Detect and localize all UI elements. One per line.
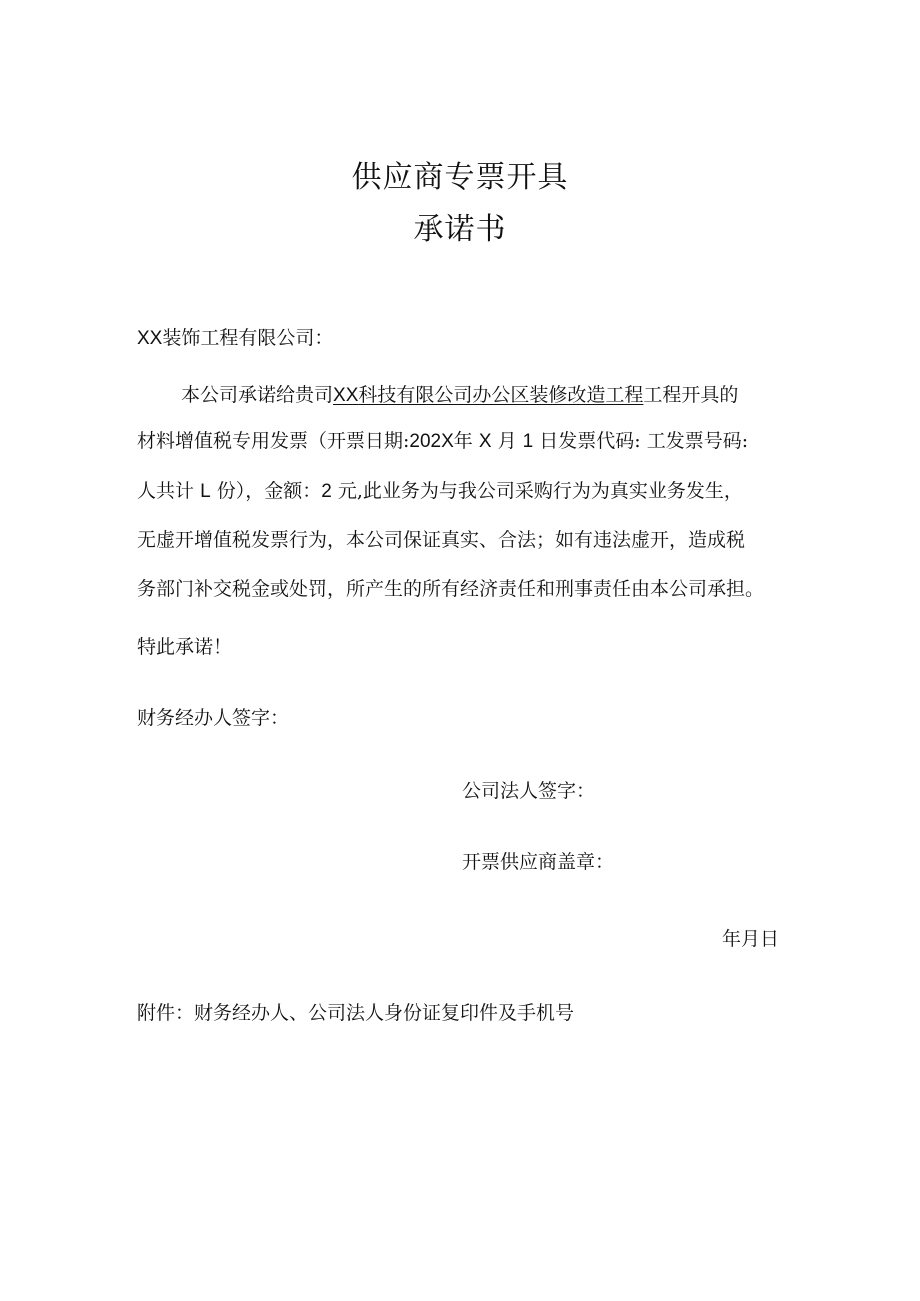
addressee-company-name: 装饰工程有限公司： [162, 327, 334, 349]
body-text: 元,此业务为与我公司采购行为为真实业务发生， [337, 480, 743, 502]
supplier-seal-label: 开票供应商盖章： [462, 851, 615, 873]
document-subtitle: 承诺书 [413, 212, 507, 247]
body-line-5: 务部门补交税金或处罚，所产生的所有经济责任和刑事责任由本公司承担。 [137, 578, 765, 600]
invoice-count: L [200, 481, 211, 502]
body-text: 月 [497, 430, 517, 452]
project-title: 科技有限公司办公区装修改造工程 [358, 384, 644, 406]
body-text: 材料增值税专用发票（开票日期: [137, 430, 410, 452]
project-code: XX [333, 385, 359, 406]
attachment-note: 附件：财务经办人、公司法人身份证复印件及手机号 [137, 1002, 575, 1024]
invoice-month: X [478, 431, 492, 452]
invoice-amount: 2 [321, 481, 332, 502]
body-text: 年 [453, 430, 473, 452]
body-line-1 [181, 386, 738, 405]
legal-person-signature-label: 公司法人签字： [462, 780, 596, 802]
project-name [333, 384, 643, 406]
closing-statement: 特此承诺！ [137, 636, 233, 658]
body-line-4: 无虚开增值税发票行为，本公司保证真实、合法；如有违法虚开，造成税 [137, 529, 746, 551]
addressee-line [137, 329, 333, 348]
body-text: 工程开具的 [643, 384, 739, 406]
invoice-number-label: 工发票号码: [646, 430, 749, 452]
body-text: 本公司承诺给贵司 [181, 384, 334, 406]
addressee-company-code: XX [137, 328, 163, 349]
body-text: 人共计 [137, 480, 195, 502]
invoice-code-label: 日发票代码: [539, 430, 641, 452]
body-line-2 [137, 432, 748, 451]
body-line-3 [137, 482, 743, 501]
document-title: 供应商专票开具 [351, 160, 569, 195]
finance-agent-signature-label: 财务经办人签字： [137, 707, 290, 729]
invoice-year: 202X [409, 431, 454, 452]
body-text: 份），金额： [216, 480, 322, 502]
invoice-day: 1 [522, 431, 534, 452]
date-label: 年月日 [722, 928, 780, 950]
